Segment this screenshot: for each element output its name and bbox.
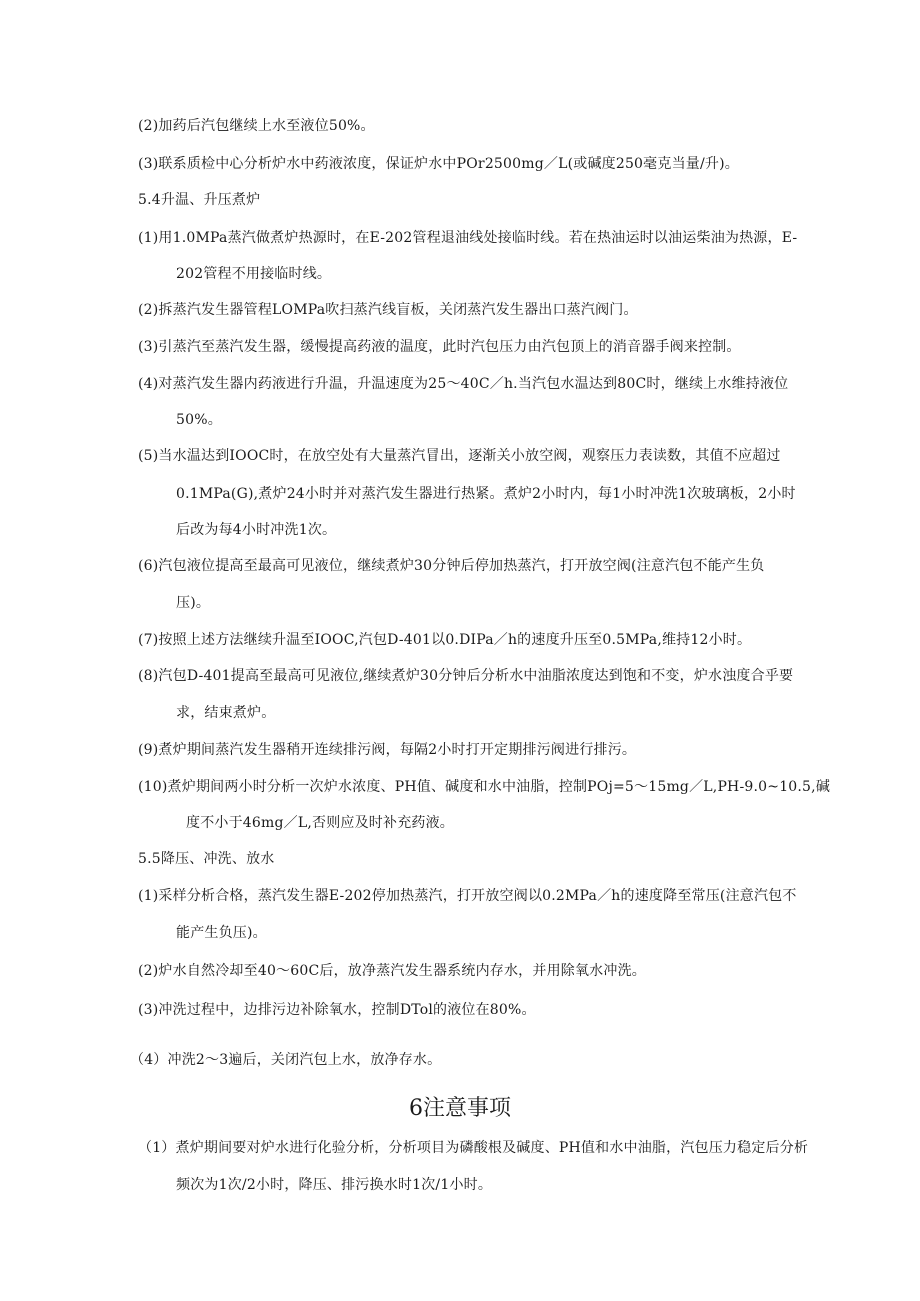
note-1-analysis-cont: 频次为1次/2小时，降压、排污换水时1次/1小时。 xyxy=(176,1177,493,1193)
step-6-drum-level-cont: 压)。 xyxy=(176,595,211,611)
step-4-heating-cont: 50%。 xyxy=(176,412,222,428)
step-1-heat-source: (1)用1.0MPa蒸汽做煮炉热源时，在E-202管程退油线处接临时线。若在热油运时以油运柴油为热源，E- xyxy=(138,230,798,246)
step-5-boil: (5)当水温达到IOOC时，在放空处有大量蒸汽冒出，逐渐关小放空阀，观察压力表读数，其值不应超过 xyxy=(138,448,781,464)
step-7-pressure-rise: (7)按照上述方法继续升温至IOOC,汽包D-401以0.DIPa／h的速度升压至0.5MPa,维持12小时。 xyxy=(138,632,752,648)
step-1-depressurize-cont: 能产生负压)。 xyxy=(176,925,267,941)
section-6-heading: 6注意事项 xyxy=(409,1096,511,1121)
step-8-end-boil: (8)汽包D-401提高至最高可见液位,继续煮炉30分钟后分析水中油脂浓度达到饱和不变，炉水浊度合乎要 xyxy=(138,668,794,684)
step-2-remove-blind: (2)拆蒸汽发生器管程LOMPa吹扫蒸汽线盲板，关闭蒸汽发生器出口蒸汽阀门。 xyxy=(138,302,638,318)
section-5-5-title: 5.5降压、冲洗、放水 xyxy=(138,851,275,867)
step-2-add-chemicals: (2)加药后汽包继续上水至液位50%。 xyxy=(138,118,375,134)
step-3-flushing: (3)冲洗过程中，边排污边补除氧水，控制DTol的液位在80%。 xyxy=(138,1002,536,1018)
step-10-analysis: (10)煮炉期间两小时分析一次炉水浓度、PH值、碱度和水中油脂，控制POj=5～15mg／L,PH-9.0~10.5,碱 xyxy=(138,779,831,795)
step-5-boil-cont: 0.1MPa(G),煮炉24小时并对蒸汽发生器进行热紧。煮炉2小时内，每1小时冲洗1次玻璃板，2小时 xyxy=(176,486,796,502)
step-1-depressurize: (1)采样分析合格，蒸汽发生器E-202停加热蒸汽，打开放空阀以0.2MPa／h的速度降至常压(注意汽包不 xyxy=(138,888,797,904)
note-1-analysis: （1）煮炉期间要对炉水进行化验分析，分析项目为磷酸根及碱度、PH值和水中油脂，汽包压力稳定后分析 xyxy=(138,1140,809,1156)
step-5-boil-cont-2: 后改为每4小时冲洗1次。 xyxy=(176,522,337,538)
step-4-heating: (4)对蒸汽发生器内药液进行升温，升温速度为25～40C／h.当汽包水温达到80C时，继续上水维持液位 xyxy=(138,376,789,392)
step-1-heat-source-cont: 202管程不用接临时线。 xyxy=(176,266,332,282)
step-3-quality-check: (3)联系质检中心分析炉水中药液浓度，保证炉水中POr2500mg／L(或碱度250毫克当量/升)。 xyxy=(138,156,739,172)
step-10-analysis-cont: 度不小于46mg／L,否则应及时补充药液。 xyxy=(186,815,454,831)
step-6-drum-level: (6)汽包液位提高至最高可见液位，继续煮炉30分钟后停加热蒸汽，打开放空阀(注意汽包不能产生负 xyxy=(138,558,765,574)
step-8-end-boil-cont: 求，结束煮炉。 xyxy=(176,705,276,721)
step-3-introduce-steam: (3)引蒸汽至蒸汽发生器，缓慢提高药液的温度，此时汽包压力由汽包顶上的消音器手阀来控制。 xyxy=(138,339,741,355)
step-2-cooling: (2)炉水自然冷却至40～60C后，放净蒸汽发生器系统内存水，并用除氧水冲洗。 xyxy=(138,963,646,979)
section-5-4-title: 5.4升温、升压煮炉 xyxy=(138,192,261,208)
step-4-flush-repeat: （4）冲洗2～3遍后，关闭汽包上水，放净存水。 xyxy=(130,1052,442,1068)
step-9-blowdown: (9)煮炉期间蒸汽发生器稍开连续排污阀，每隔2小时打开定期排污阀进行排污。 xyxy=(138,742,637,758)
